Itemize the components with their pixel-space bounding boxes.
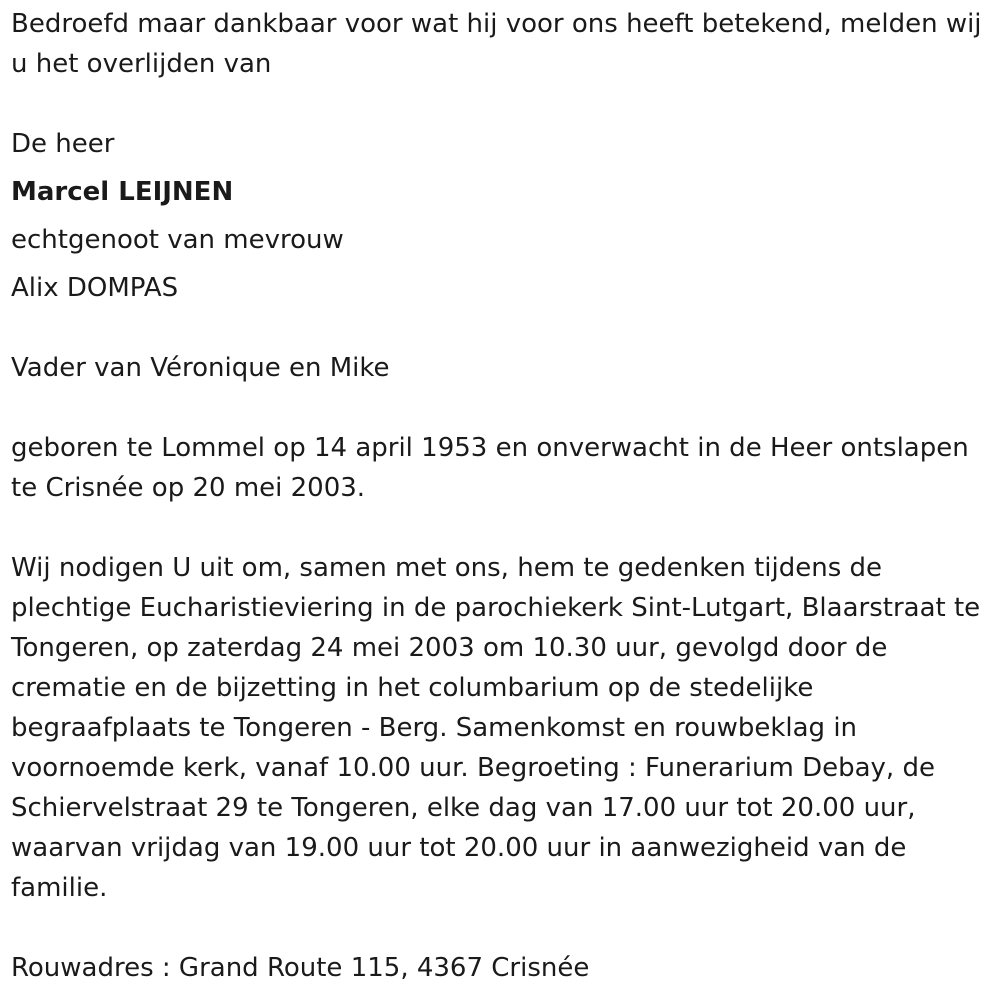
spouse-name: Alix DOMPAS (11, 273, 179, 303)
spouse-label: echtgenoot van mevrouw (11, 225, 344, 255)
invitation-paragraph: Wij nodigen U uit om, samen met ons, hem te gedenken tijdens de plechtige Eucharistieviering in de parochiekerk Sint-Lutgart, Blaarstraat te Tongeren, op zaterdag 24 mei 2003 om 10.30 uur, gevolgd door de crematie en de bijzetting in het columbarium op de stedelijke begraafplaats te Tongeren - Berg. Samenkomst en rouwbeklag in voornoemde kerk, vanaf 10.00 uur. Begroeting : Funerarium Debay, de Schiervelstraat 29 te Tongeren, elke dag van 17.00 uur tot 20.00 uur, waarvan vrijdag van 19.00 uur tot 20.00 uur in aanwezigheid van de familie. (11, 553, 981, 903)
children-line: Vader van Véronique en Mike (11, 353, 390, 383)
intro-paragraph: Bedroefd maar dankbaar voor wat hij voor ons heeft betekend, melden wij u het overlijden van (11, 9, 982, 79)
birth-death-paragraph: geboren te Lommel op 14 april 1953 en onverwacht in de Heer ontslapen te Crisnée op 20 mei 2003. (11, 433, 969, 503)
honorific-title: De heer (11, 129, 115, 159)
obituary-document (11, 4, 996, 988)
mourning-address: Rouwadres : Grand Route 115, 4367 Crisnée (11, 953, 590, 983)
deceased-name: Marcel LEIJNEN (11, 177, 234, 207)
